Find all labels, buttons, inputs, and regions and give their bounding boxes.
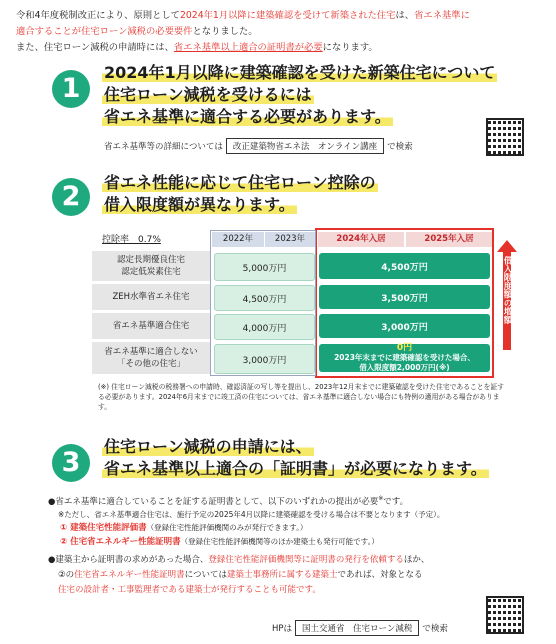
- intro-text-2a: 適合することが住宅ローン減税の必要要件: [16, 26, 193, 37]
- section2-line2: 借入限度額が異なります。: [104, 195, 295, 214]
- intro-text-3b: 省エネ基準以上適合の証明書が必要: [173, 42, 323, 53]
- col-2024: 2024年入居: [318, 232, 404, 247]
- zero-note-1: 2023年末までに建築確認を受けた場合、: [334, 353, 475, 362]
- section2-number: 2: [52, 178, 90, 216]
- increase-arrow-label: 借入限度額の増額: [502, 256, 512, 324]
- bullet2-f: については: [184, 569, 227, 580]
- hp-term-box[interactable]: 国土交通省 住宅ローン減税: [295, 620, 419, 636]
- section1-line3: 省エネ基準に適合する必要があります。: [104, 107, 391, 126]
- bullet1-end: です。: [383, 496, 409, 507]
- intro-text-1c: は、: [395, 10, 415, 21]
- old-value-1: 5,000万円: [214, 253, 315, 281]
- section3-line2: 省エネ基準以上適合の「証明書」が必要になります。: [104, 459, 487, 478]
- intro-text-3c: になります。: [322, 42, 378, 53]
- section3-line1: 住宅ローン減税の申請には、: [104, 437, 312, 456]
- new-value-1: 4,500万円: [319, 253, 490, 279]
- intro-text-3a: また、住宅ローン減税の申請時には、: [16, 42, 174, 53]
- deduction-rate: 控除率 0.7%: [102, 235, 161, 245]
- new-value-2: 3,500万円: [319, 285, 490, 309]
- old-value-4: 3,000万円: [214, 344, 315, 374]
- section1-heading: [102, 62, 542, 128]
- hp-suffix: で検索: [422, 624, 448, 634]
- section1-number: 1: [52, 70, 90, 108]
- col-2025: 2025年入居: [406, 232, 492, 247]
- row-label-1: 認定長期優良住宅 認定低炭素住宅: [92, 251, 210, 281]
- search-term-box[interactable]: 改正建築物省エネ法 オンライン講座: [226, 138, 384, 154]
- col-2022: 2022年: [212, 232, 264, 247]
- old-value-2: 4,500万円: [214, 285, 315, 311]
- bullet1-sup: ※: [378, 495, 384, 502]
- intro-text-1b: 2024年1月以降に建築確認を受けて新築された住宅: [179, 10, 396, 21]
- bullet2-g: 建築士事務所に属する建築士: [226, 569, 338, 580]
- section1-line1: 2024年1月以降に建築確認を受けた新築住宅について: [104, 63, 496, 82]
- bullet1-note: ※ただし、省エネ基準適合住宅は、施行予定の2025年4月以降に建築確認を受ける場合は不要となります（予定）。: [58, 509, 445, 519]
- hp-prefix: HPは: [272, 624, 293, 634]
- item2-name: ② 住宅省エネルギー性能証明書: [60, 536, 181, 547]
- col-2023: 2023年: [265, 232, 315, 247]
- intro-text: [16, 8, 541, 56]
- section1-line2: 住宅ローン減税を受けるには: [104, 85, 312, 104]
- zero-value: 0円: [396, 343, 413, 353]
- section3-search: [272, 620, 448, 636]
- new-value-4: [319, 344, 490, 372]
- bullet2-c: ほか、: [403, 554, 430, 565]
- intro-text-2b: となりました。: [192, 26, 258, 37]
- zero-note-2: 借入限度額2,000万円(※): [359, 363, 450, 372]
- section1-search: [104, 138, 413, 154]
- bullet2-e: 住宅省エネルギー性能証明書: [74, 569, 185, 580]
- section2-line1: 省エネ性能に応じて住宅ローン控除の: [104, 173, 376, 192]
- bullet2-i: 住宅の設計者・工事監理者である建築士が発行することも可能です。: [58, 584, 321, 595]
- qr-code-icon[interactable]: [486, 118, 524, 156]
- new-value-3: 3,000万円: [319, 314, 490, 338]
- row-label-4: 省エネ基準に適合しない 「その他の住宅」: [92, 342, 210, 374]
- section2-heading: [102, 172, 502, 216]
- bullet1-text: ●省エネ基準に適合していることを証する証明書として、以下のいずれかの提出が必要: [48, 496, 379, 507]
- search-suffix: で検索: [387, 142, 413, 152]
- section3-number: 3: [52, 444, 90, 482]
- bullet2-b: 登録住宅性能評価機関等に証明書の発行を依頼する: [208, 554, 404, 565]
- item2-detail: （登録住宅性能評価機関等のほか建築士も発行可能です。）: [180, 536, 379, 546]
- qr-code-icon[interactable]: [486, 596, 524, 634]
- section3-bullets: [48, 492, 518, 598]
- intro-text-1a: 令和4年度税制改正により、原則として: [16, 10, 180, 21]
- bullet2-d: ②の: [58, 569, 75, 580]
- intro-text-1d: 省エネ基準に: [414, 10, 470, 21]
- row-label-2: ZEH水準省エネ住宅: [92, 284, 210, 310]
- bullet2-h: であれば、対象となる: [337, 569, 423, 580]
- section3-heading: [102, 436, 522, 480]
- item1-detail: （登録住宅性能評価機関のみが発行できます。）: [146, 522, 308, 532]
- bullet2-a: ●建築主から証明書の求めがあった場合、: [48, 554, 209, 565]
- search-prefix: 省エネ基準等の詳細については: [104, 142, 223, 152]
- item1-name: ① 建築住宅性能評価書: [60, 522, 147, 533]
- row-label-3: 省エネ基準適合住宅: [92, 313, 210, 339]
- table-footnote: (※) 住宅ローン減税の税務署への申請時、確認済証の写し等を提出し、2023年12月末までに建築確認を受けた住宅であることを証する必要があります。2024年6月末までに竣工済の住宅については、省エネ基準に適合しない場合にも特例の適用がある場合があります。: [98, 383, 504, 411]
- old-value-3: 4,000万円: [214, 314, 315, 340]
